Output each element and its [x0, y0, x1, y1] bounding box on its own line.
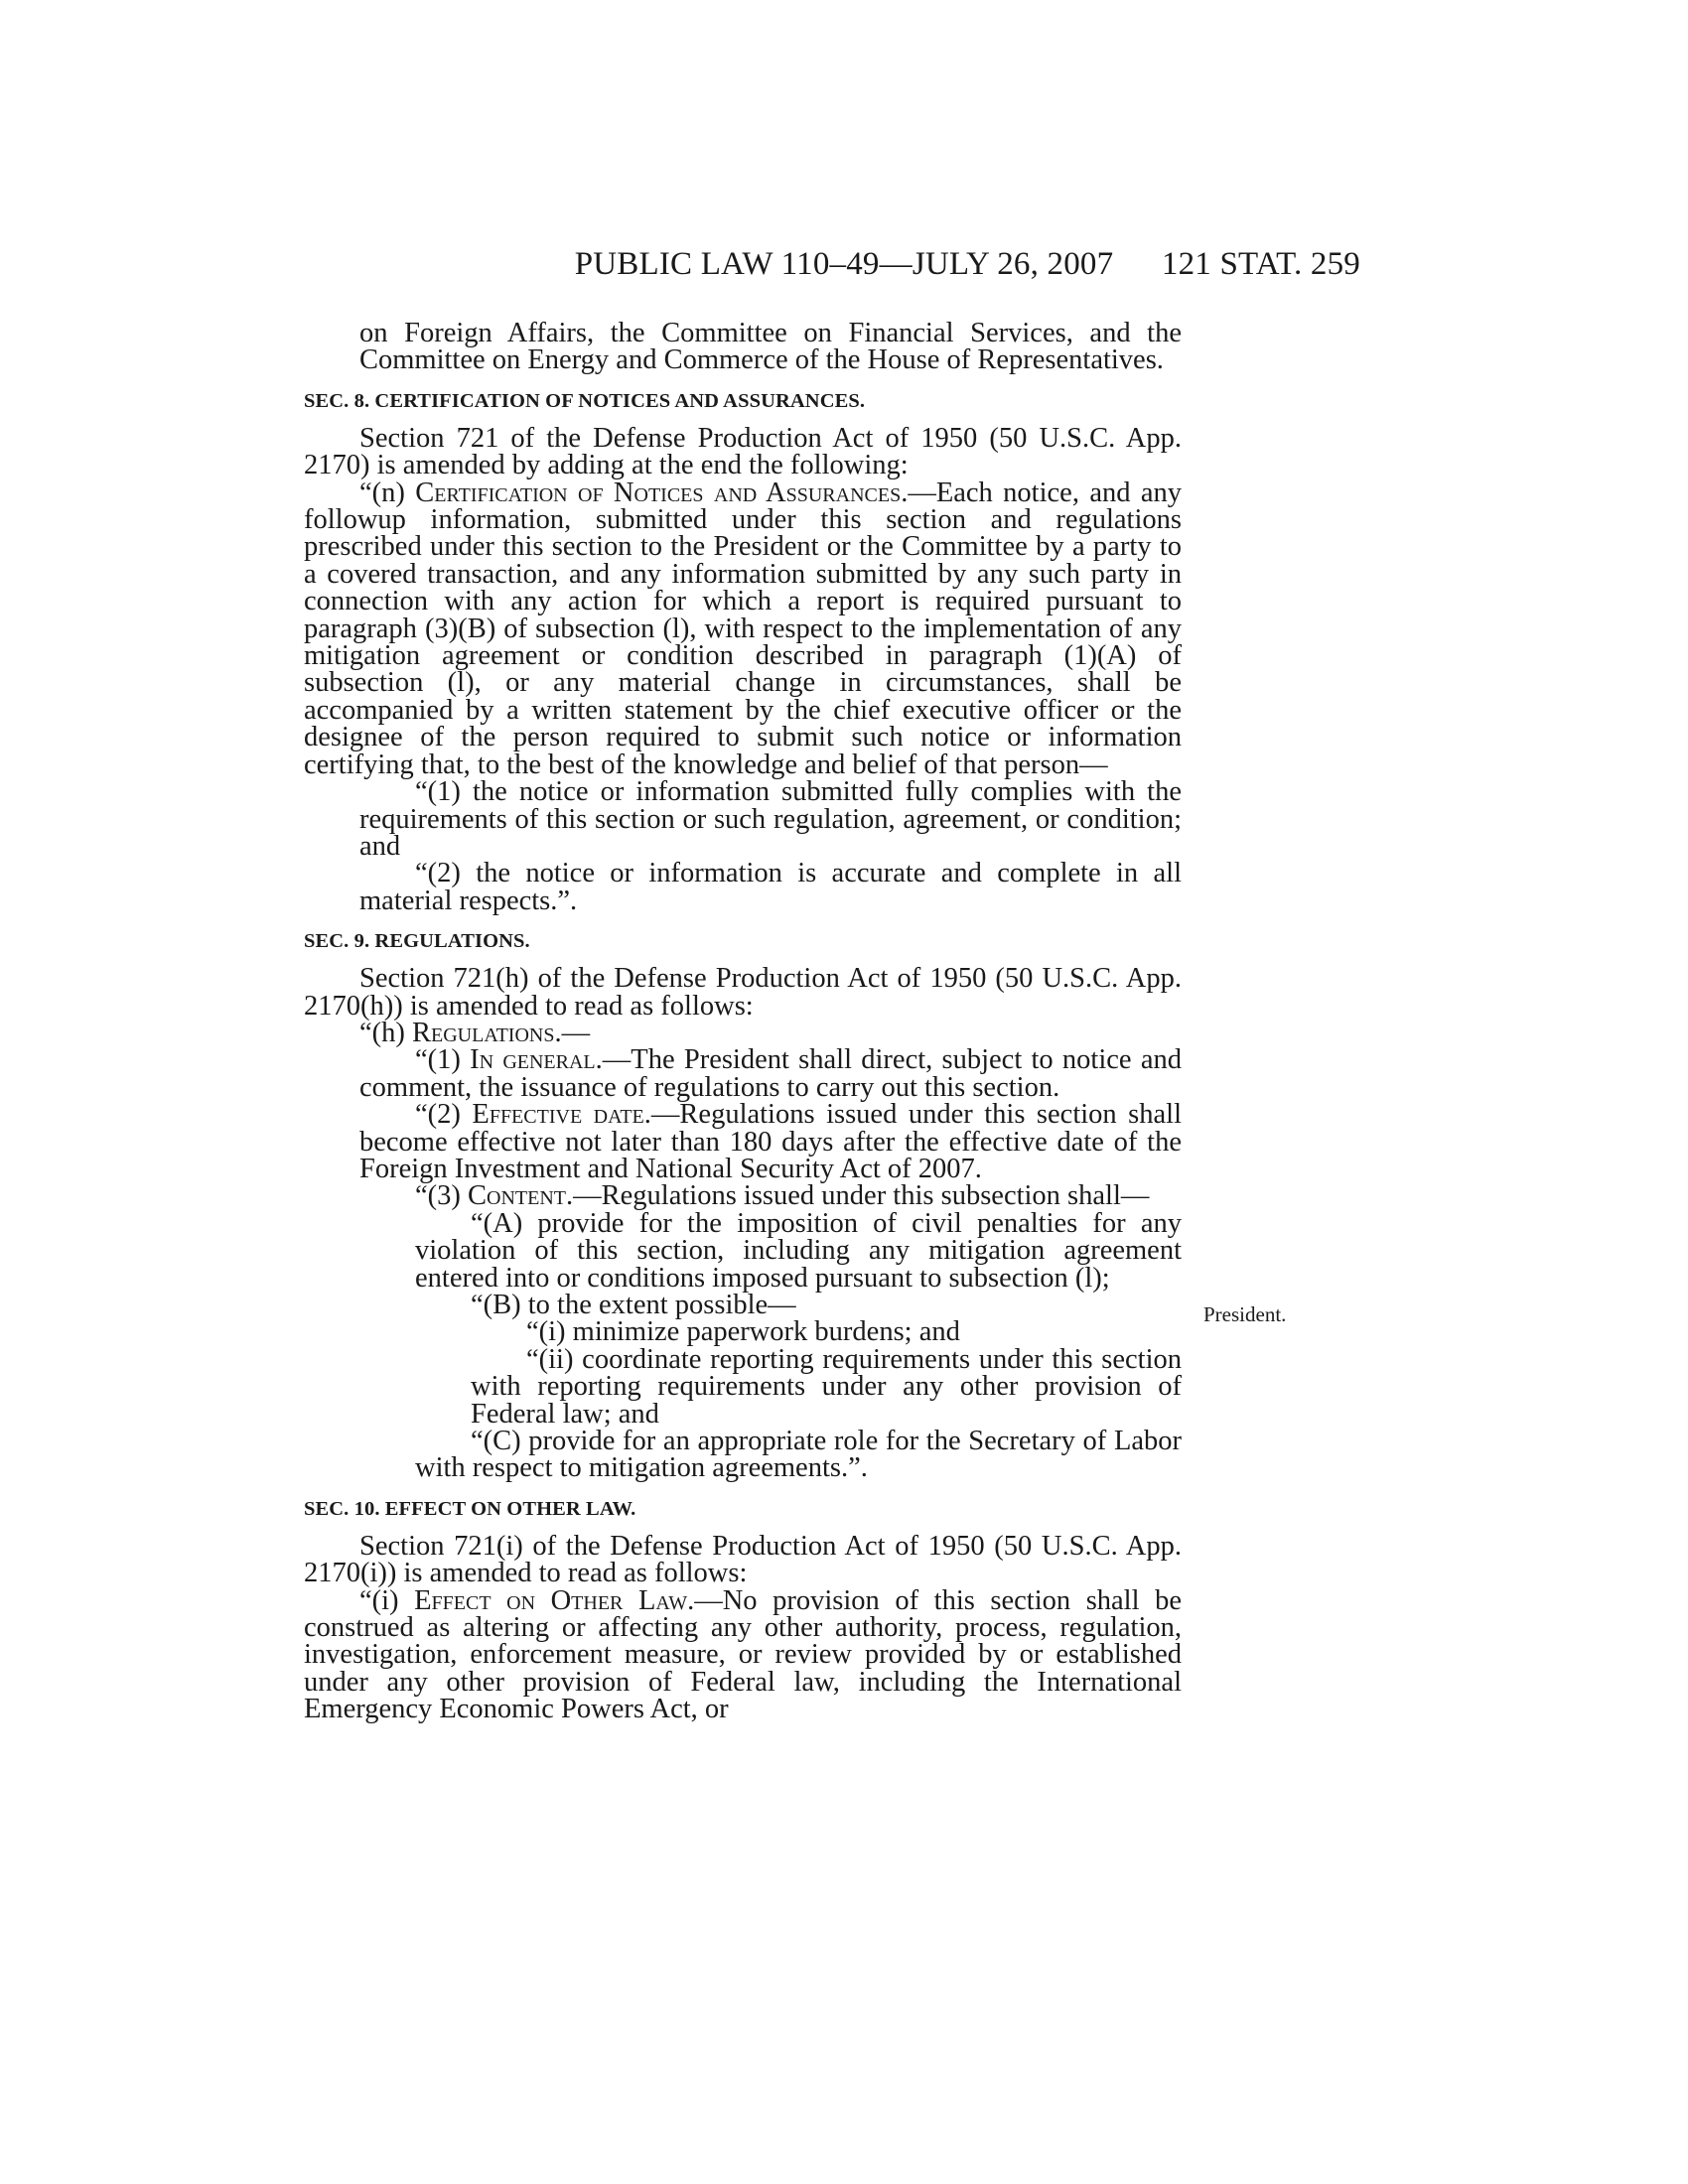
paragraph-h-2-prefix: “(2): [415, 1099, 473, 1131]
section-9-intro: Section 721(h) of the Defense Production Act of 1950 (50 U.S.C. App. 2170(h)) is amended to read as follows:: [304, 963, 1182, 1022]
paragraph-h-2: [304, 1101, 1182, 1182]
subsection-h-caption: Regulations: [412, 1017, 555, 1048]
paragraph-h-1-prefix: “(1): [415, 1044, 471, 1076]
subsection-h-prefix: “(h): [359, 1017, 413, 1048]
subsection-h-suffix: .—: [554, 1017, 591, 1048]
paragraph-h-1-caption: In general: [470, 1044, 596, 1076]
paragraph-n-1: “(1) the notice or information submitted fully complies with the requirements of this section or such regulation, agreement, or condition; and: [359, 776, 1182, 862]
paragraph-h-1-text: .—The President shall direct, subject to notice and comment, the issuance of regulations to carry out this section.: [359, 1044, 1182, 1103]
paragraph-h-1: [304, 1046, 1182, 1101]
subsection-i-text: .—No provision of this section shall be construed as altering or affecting any other authority, process, regulation, investigation, enforcement measure, or review provided by or established under any other provision of Federal law, including the International Emergency Economic Powers Act, or: [304, 1584, 1182, 1725]
paragraph-h-3-text: .—Regulations issued under this subsection shall—: [566, 1180, 1150, 1212]
section-10-heading: SEC. 10. EFFECT ON OTHER LAW.: [304, 1497, 636, 1520]
subparagraph-h-3-C: “(C) provide for an appropriate role for the Secretary of Labor with respect to mitigation agreements.”.: [415, 1426, 1182, 1484]
subsection-n-caption: Certification of Notices and Assurances: [415, 477, 902, 508]
subparagraph-h-3-B: “(B) to the extent possible—: [471, 1290, 796, 1320]
section-10-intro: Section 721(i) of the Defense Production Act of 1950 (50 U.S.C. App. 2170(i)) is amended to read as follows:: [304, 1530, 1182, 1589]
clause-h-3-B-i: “(i) minimize paperwork burdens; and: [526, 1316, 960, 1348]
subparagraph-h-3-A: “(A) provide for the imposition of civil penalties for any violation of this section, including any mitigation agreement entered into or conditions imposed pursuant to subsection (l);: [415, 1207, 1182, 1294]
section-9-heading: SEC. 9. REGULATIONS.: [304, 930, 530, 953]
page-body: [304, 320, 1182, 1723]
subsection-i-caption: Effect on Other Law: [414, 1584, 688, 1616]
paragraph-h-3-caption: Content: [468, 1180, 567, 1212]
paragraph-h-3-prefix: “(3): [415, 1180, 469, 1212]
paragraph-n-2: “(2) the notice or information is accurate and complete in all material respects.”.: [359, 858, 1182, 916]
subsection-i: [304, 1584, 1182, 1725]
subsection-n-prefix: “(n): [359, 477, 416, 508]
clause-h-3-B-ii: “(ii) coordinate reporting requirements under this section with reporting requirements under any other provision of Federal law; and: [471, 1343, 1182, 1430]
section-8-heading: SEC. 8. CERTIFICATION OF NOTICES AND ASSURANCES.: [304, 389, 866, 412]
subsection-h: [304, 1017, 1182, 1048]
subsection-n: [304, 479, 1182, 778]
continued-paragraph: on Foreign Affairs, the Committee on Financial Services, and the Committee on Energy and Commerce of the House of Representatives.: [359, 318, 1182, 376]
running-header-title: PUBLIC LAW 110–49—JULY 26, 2007: [574, 246, 1114, 282]
paragraph-h-2-text: .—Regulations issued under this section shall become effective not later than 180 days after the effective date of the Foreign Investment and National Security Act of 2007.: [359, 1099, 1182, 1184]
page-stat-citation: 121 STAT. 259: [1161, 246, 1360, 282]
paragraph-h-2-caption: Effective date: [472, 1099, 644, 1131]
section-8-intro: Section 721 of the Defense Production Act of 1950 (50 U.S.C. App. 2170) is amended by adding at the end the following:: [304, 422, 1182, 481]
margin-note-president: President.: [1203, 1302, 1287, 1326]
subsection-n-text: .—Each notice, and any followup information, submitted under this section and regulations prescribed under this section to the President or the Committee by a party to a covered transaction, and any information submitted by any such party in connection with any action for which a report is required pursuant to paragraph (3)(B) of subsection (l), with respect to the implementation of any mitigation agreement or condition described in paragraph (1)(A) of subsection (l), or any material change in circumstances, shall be accompanied by a written statement by the chief executive officer or the designee of the person required to submit such notice or information certifying that, to the best of the knowledge and belief of that person—: [304, 477, 1182, 780]
subsection-i-prefix: “(i): [359, 1584, 415, 1616]
paragraph-h-3: [304, 1180, 1182, 1212]
